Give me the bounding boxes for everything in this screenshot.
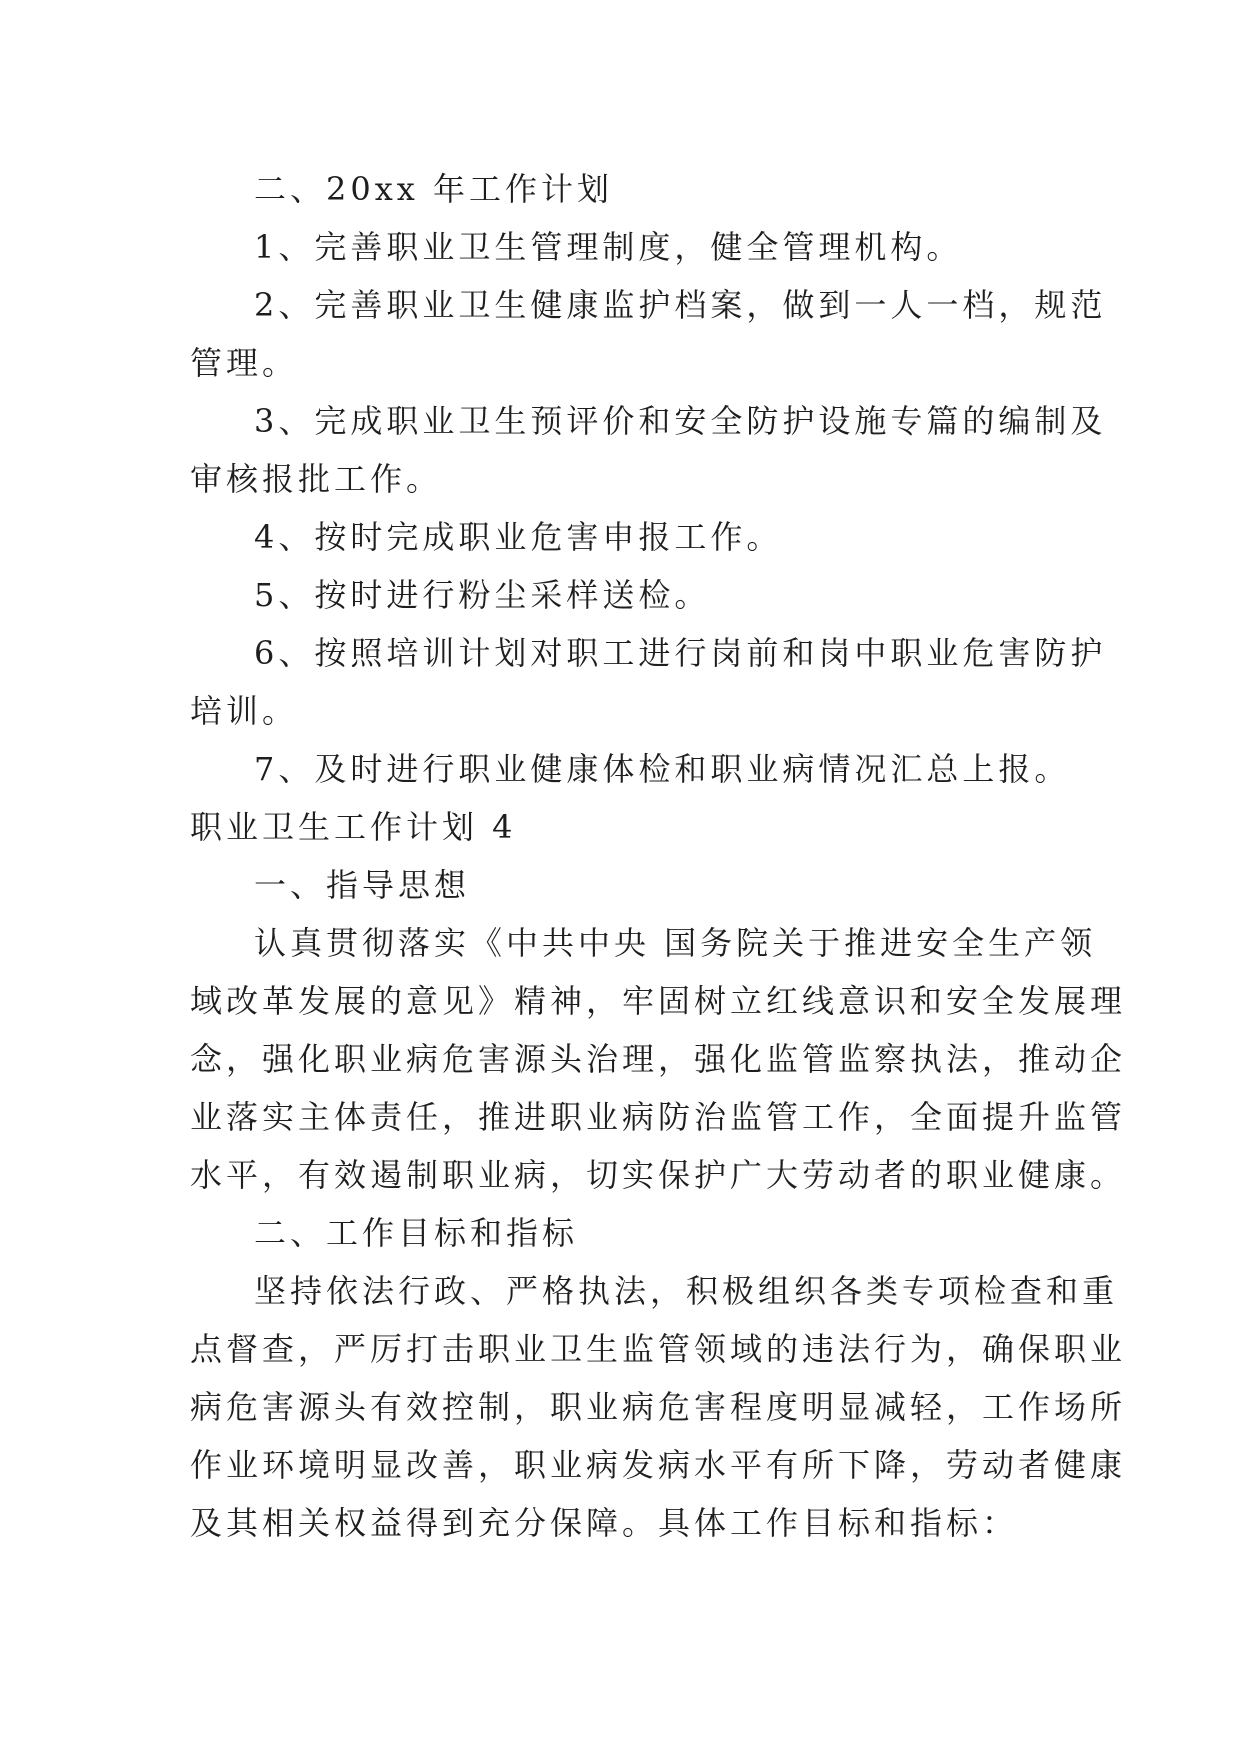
paragraph-line: 坚持依法行政、严格执法，积极组织各类专项检查和重 <box>254 1272 1119 1310</box>
plan-item-6-continued: 培训。 <box>190 692 299 730</box>
paragraph-line: 念，强化职业病危害源头治理，强化监管监察执法，推动企 <box>190 1040 1127 1078</box>
section-heading-2020-plan: 二、20xx 年工作计划 <box>254 170 613 208</box>
plan-item-2: 2、完善职业卫生健康监护档案，做到一人一档，规范 <box>254 286 1107 324</box>
plan-item-3-continued: 审核报批工作。 <box>190 460 443 498</box>
plan-item-1: 1、完善职业卫生管理制度，健全管理机构。 <box>254 228 963 266</box>
paragraph-line: 域改革发展的意见》精神，牢固树立红线意识和安全发展理 <box>190 982 1127 1020</box>
paragraph-line: 认真贯彻落实《中共中央 国务院关于推进安全生产领 <box>254 924 1097 962</box>
plan-item-3: 3、完成职业卫生预评价和安全防护设施专篇的编制及 <box>254 402 1107 440</box>
plan-item-2-continued: 管理。 <box>190 344 299 382</box>
paragraph-line: 及其相关权益得到充分保障。具体工作目标和指标： <box>190 1504 1019 1542</box>
section-heading-goals: 二、工作目标和指标 <box>254 1214 579 1252</box>
paragraph-line: 点督查，严厉打击职业卫生监管领域的违法行为，确保职业 <box>190 1330 1127 1368</box>
plan-item-4: 4、按时完成职业危害申报工作。 <box>254 518 783 556</box>
section-heading-guiding-ideology: 一、指导思想 <box>254 866 471 904</box>
paragraph-line: 业落实主体责任，推进职业病防治监管工作，全面提升监管 <box>190 1098 1127 1136</box>
paragraph-line: 水平，有效遏制职业病，切实保护广大劳动者的职业健康。 <box>190 1156 1127 1194</box>
plan-item-7: 7、及时进行职业健康体检和职业病情况汇总上报。 <box>254 750 1071 788</box>
document-section-title: 职业卫生工作计划 4 <box>190 808 517 846</box>
document-body <box>190 160 1127 1552</box>
paragraph-line: 作业环境明显改善，职业病发病水平有所下降，劳动者健康 <box>190 1446 1127 1484</box>
plan-item-6: 6、按照培训计划对职工进行岗前和岗中职业危害防护 <box>254 634 1107 672</box>
paragraph-line: 病危害源头有效控制，职业病危害程度明显减轻，工作场所 <box>190 1388 1127 1426</box>
plan-item-5: 5、按时进行粉尘采样送检。 <box>254 576 711 614</box>
